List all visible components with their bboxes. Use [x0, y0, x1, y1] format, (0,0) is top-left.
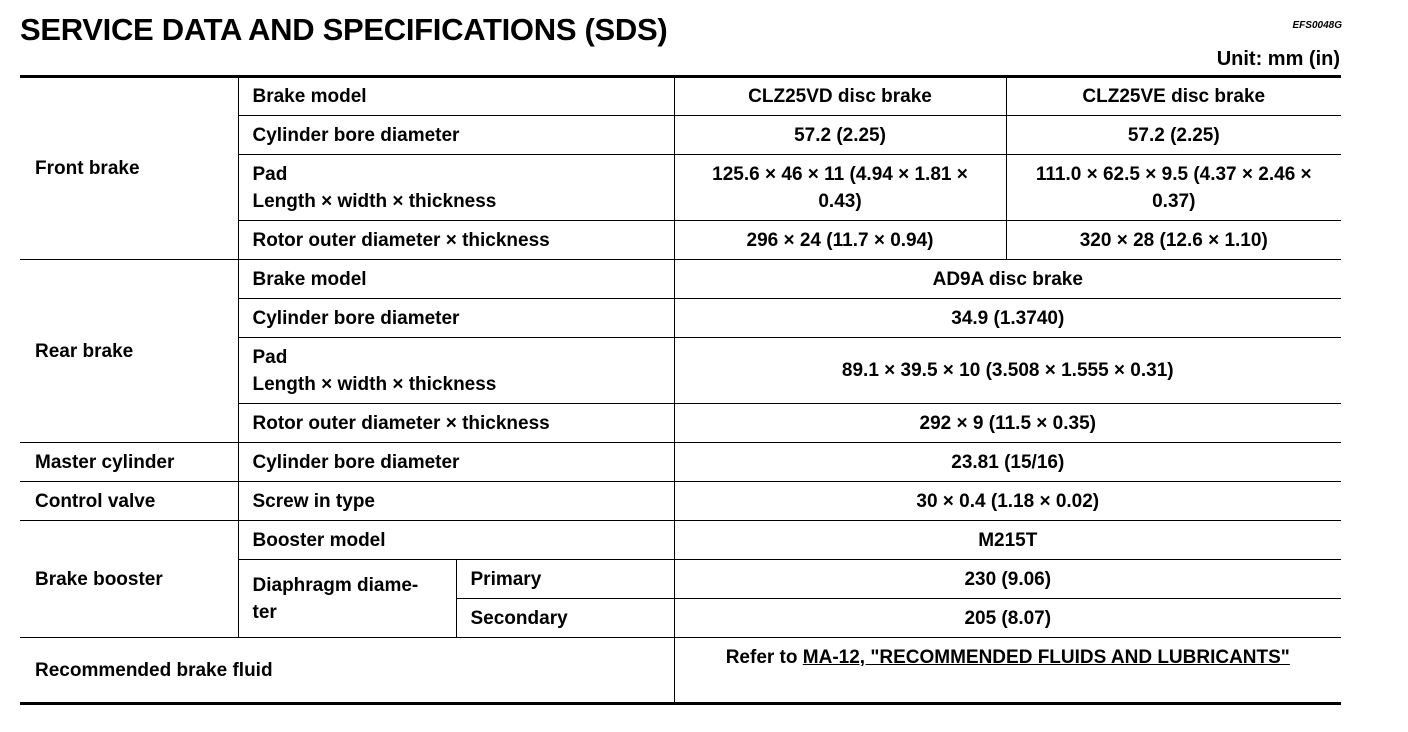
front-brake-model-1: CLZ25VD disc brake	[674, 77, 1006, 116]
category-master-cylinder: Master cylinder	[20, 443, 238, 482]
table-row	[20, 77, 1341, 116]
front-pad-1: 125.6 × 46 × 11 (4.94 × 1.81 × 0.43)	[674, 155, 1006, 221]
primary-label: Primary	[456, 560, 674, 599]
master-bore-label: Cylinder bore diameter	[238, 443, 674, 482]
table-row	[20, 638, 1341, 704]
front-brake-model-label: Brake model	[238, 77, 674, 116]
category-control-valve: Control valve	[20, 482, 238, 521]
category-rear-brake: Rear brake	[20, 260, 238, 443]
control-valve-label: Screw in type	[238, 482, 674, 521]
rear-bore-label: Cylinder bore diameter	[238, 299, 674, 338]
sds-table	[20, 75, 1341, 705]
table-row	[20, 443, 1341, 482]
rear-rotor-label: Rotor outer diameter × thickness	[238, 404, 674, 443]
document-code: EFS0048G	[1292, 20, 1342, 31]
master-bore: 23.81 (15/16)	[674, 443, 1341, 482]
category-front-brake: Front brake	[20, 77, 238, 260]
control-valve-value: 30 × 0.4 (1.18 × 0.02)	[674, 482, 1341, 521]
table-row	[20, 521, 1341, 560]
front-bore-1: 57.2 (2.25)	[674, 116, 1006, 155]
primary-value: 230 (9.06)	[674, 560, 1341, 599]
front-bore-2: 57.2 (2.25)	[1006, 116, 1341, 155]
category-brake-booster: Brake booster	[20, 521, 238, 638]
secondary-label: Secondary	[456, 599, 674, 638]
rear-rotor: 292 × 9 (11.5 × 0.35)	[674, 404, 1341, 443]
refer-prefix: Refer to	[725, 647, 803, 668]
unit-label: Unit: mm (in)	[1216, 48, 1340, 70]
rear-pad-label	[238, 338, 674, 404]
front-pad-label	[238, 155, 674, 221]
rear-brake-model: AD9A disc brake	[674, 260, 1341, 299]
front-rotor-1: 296 × 24 (11.7 × 0.94)	[674, 221, 1006, 260]
front-pad-2: 111.0 × 62.5 × 9.5 (4.37 × 2.46 × 0.37)	[1006, 155, 1341, 221]
rear-pad: 89.1 × 39.5 × 10 (3.508 × 1.555 × 0.31)	[674, 338, 1341, 404]
rear-brake-model-label: Brake model	[238, 260, 674, 299]
rear-pad-label-line-2: Length × width × thickness	[252, 373, 497, 395]
secondary-value: 205 (8.07)	[674, 599, 1341, 638]
category-brake-fluid: Recommended brake fluid	[20, 638, 674, 704]
page-title: SERVICE DATA AND SPECIFICATIONS (SDS)	[20, 12, 668, 47]
front-pad-label-line-1: Pad	[252, 163, 288, 185]
table-row	[20, 482, 1341, 521]
booster-model-label: Booster model	[238, 521, 674, 560]
diaphragm-label: Diaphragm diame-ter	[238, 560, 456, 638]
table-row	[20, 260, 1341, 299]
front-rotor-2: 320 × 28 (12.6 × 1.10)	[1006, 221, 1341, 260]
rear-bore: 34.9 (1.3740)	[674, 299, 1341, 338]
front-brake-model-2: CLZ25VE disc brake	[1006, 77, 1341, 116]
front-rotor-label: Rotor outer diameter × thickness	[238, 221, 674, 260]
brake-fluid-reference	[674, 638, 1341, 704]
rear-pad-label-line-1: Pad	[252, 346, 288, 368]
ma-12-link[interactable]: MA-12, "RECOMMENDED FLUIDS AND LUBRICANTS"	[802, 647, 1290, 668]
front-bore-label: Cylinder bore diameter	[238, 116, 674, 155]
front-pad-label-line-2: Length × width × thickness	[252, 190, 497, 212]
booster-model: M215T	[674, 521, 1341, 560]
